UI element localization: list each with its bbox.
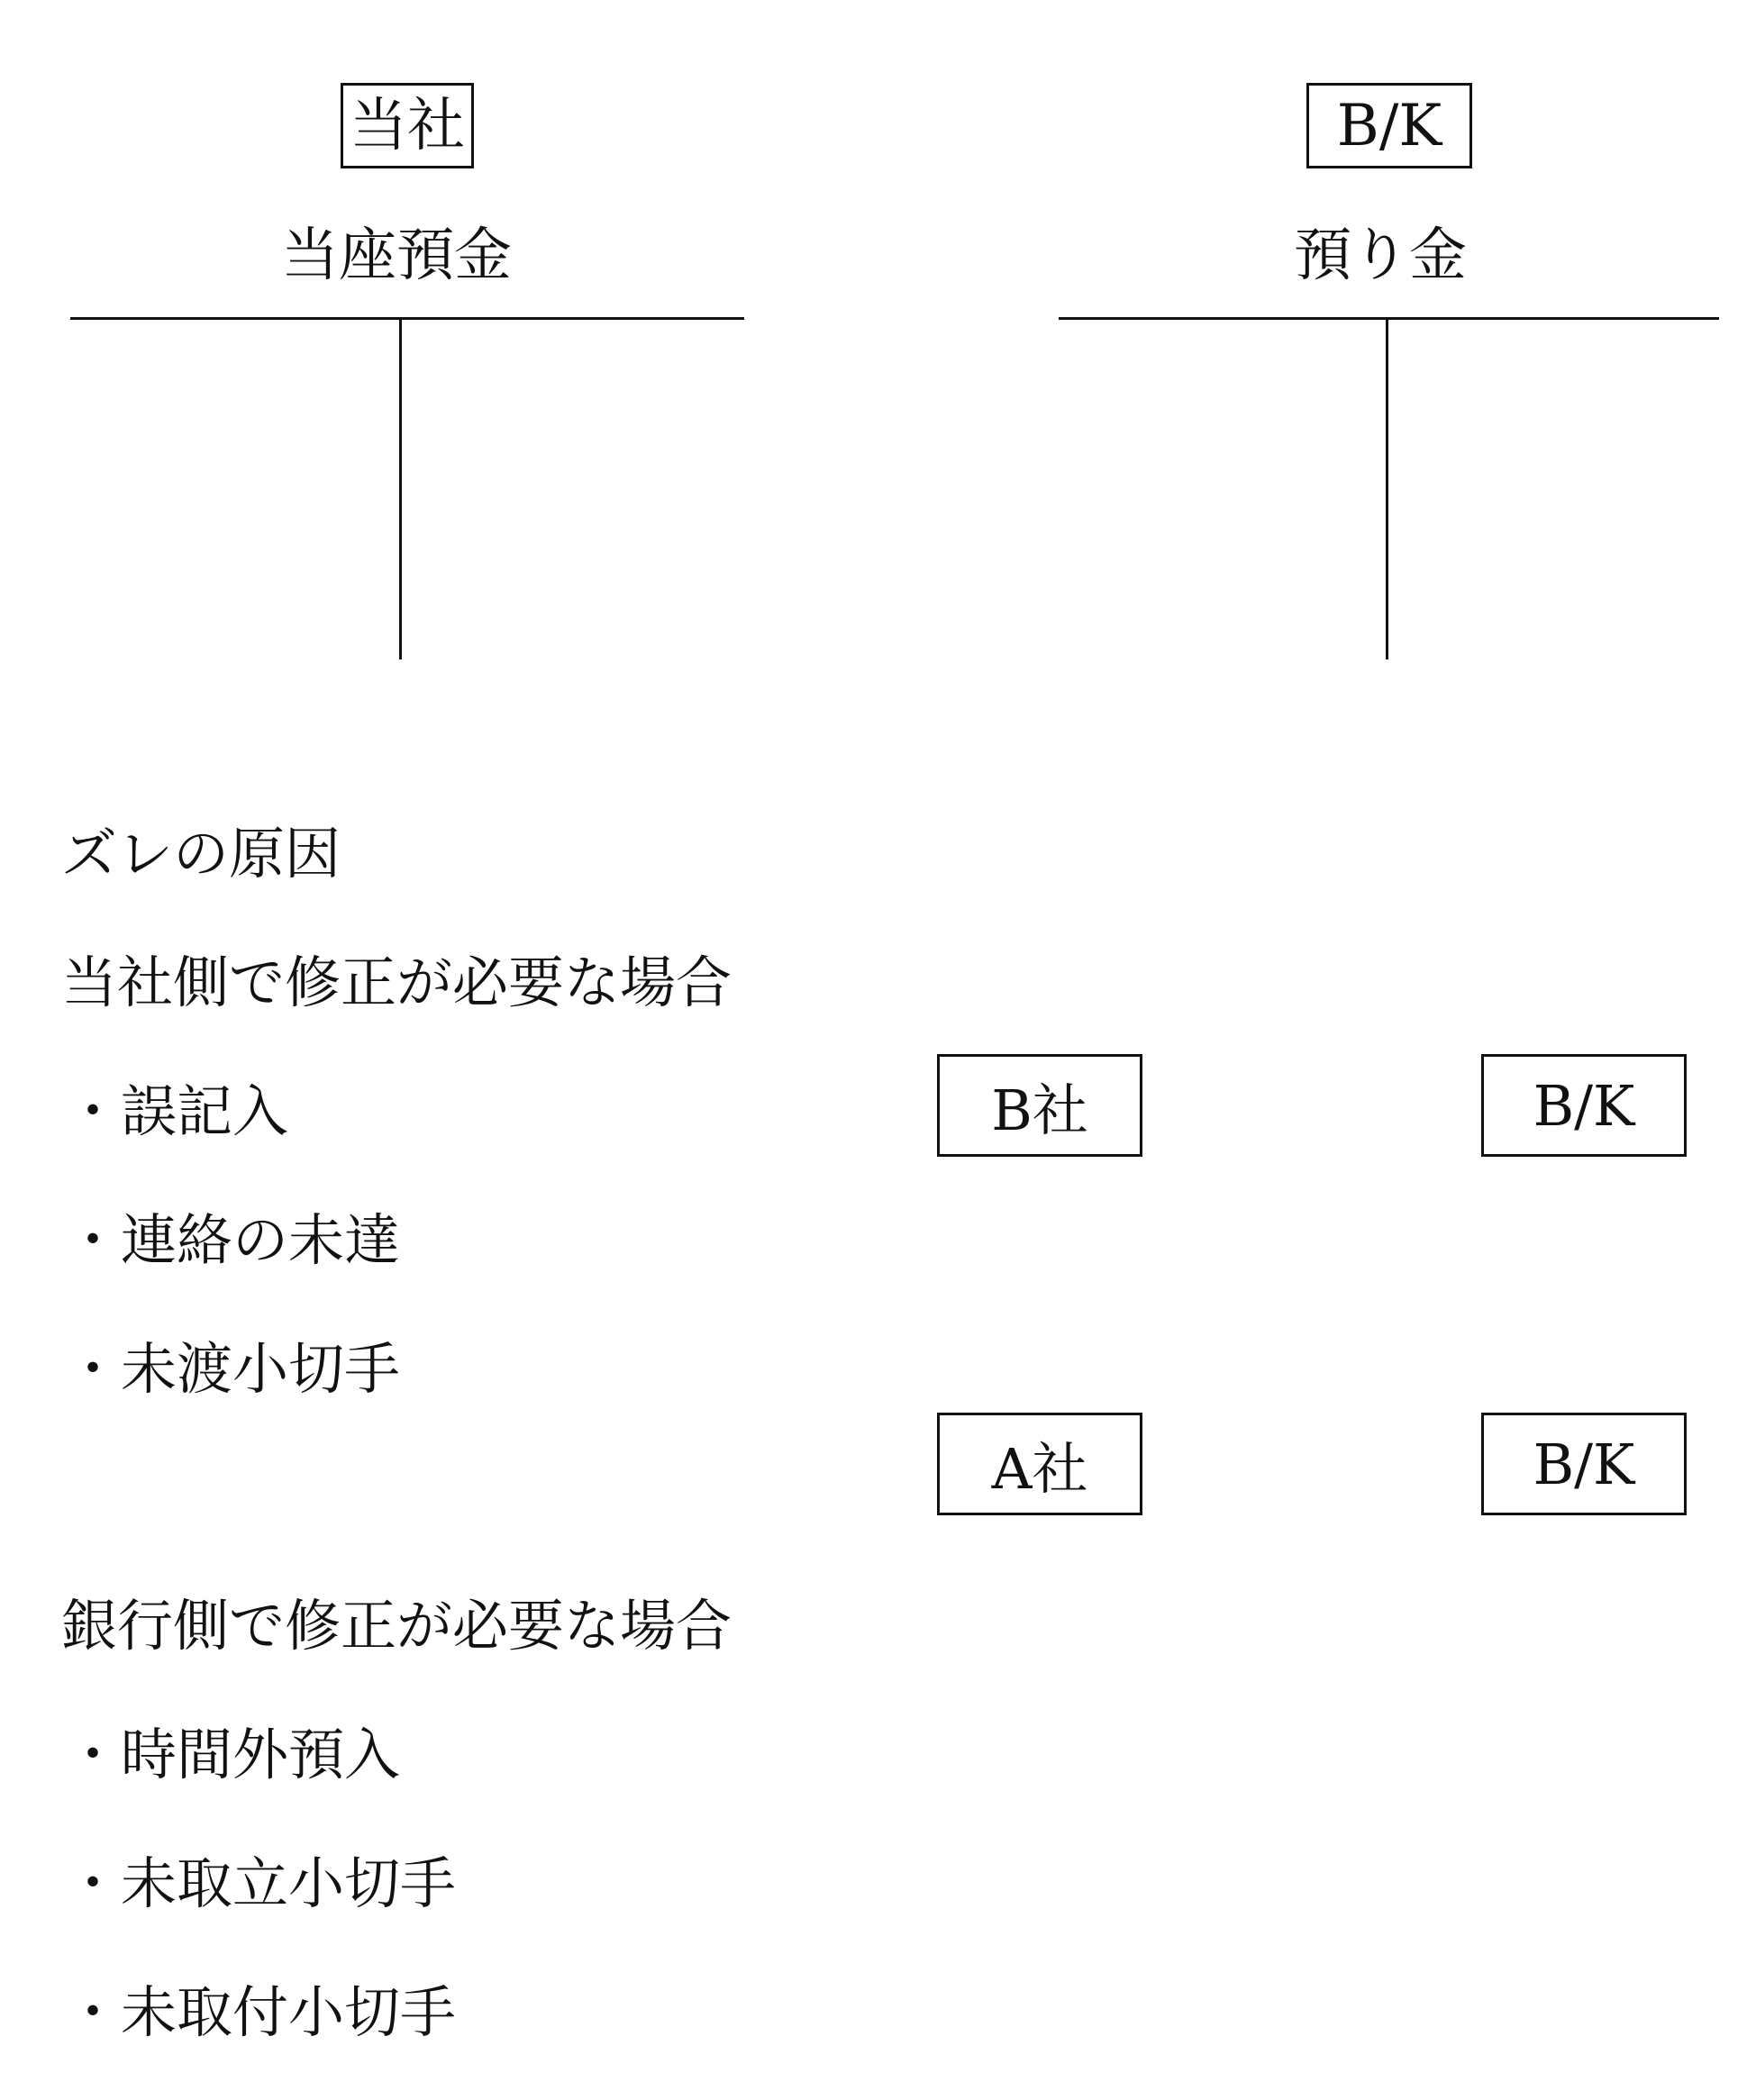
company-t-account-divider <box>399 317 402 659</box>
company-account-name: 当座預金 <box>281 223 512 289</box>
bank-side-item: ・未取付小切手 <box>65 1979 457 2045</box>
party-box-label: B/K <box>1533 1431 1635 1497</box>
party-box-label: B社 <box>991 1077 1088 1143</box>
company-t-account-top-line <box>70 317 744 320</box>
bank-side-item: ・時間外預入 <box>65 1722 401 1787</box>
bank-side-item: ・未取立小切手 <box>65 1850 457 1916</box>
bank-t-account-divider <box>1386 317 1388 659</box>
bank-tag-label: B/K <box>1336 92 1442 159</box>
company-tag-label: 当社 <box>350 92 465 159</box>
bank-t-account-top-line <box>1059 317 1719 320</box>
bank-tag-box <box>1306 83 1472 168</box>
party-box-b-company <box>937 1054 1142 1157</box>
company-tag-box <box>341 83 474 168</box>
bank-side-heading: 銀行側で修正が必要な場合 <box>61 1593 732 1659</box>
company-side-item: ・未渡小切手 <box>65 1336 401 1402</box>
bank-account-name: 預り金 <box>1294 223 1467 289</box>
company-side-item: ・連絡の未達 <box>65 1207 401 1273</box>
company-side-heading: 当社側で修正が必要な場合 <box>61 950 732 1015</box>
party-box-label: B/K <box>1533 1072 1635 1139</box>
party-box-bank-2 <box>1481 1413 1687 1515</box>
company-side-item: ・誤記入 <box>65 1078 289 1144</box>
party-box-bank-1 <box>1481 1054 1687 1157</box>
party-box-label: A社 <box>991 1435 1088 1502</box>
discrepancy-heading: ズレの原因 <box>61 821 341 886</box>
party-box-a-company <box>937 1413 1142 1515</box>
